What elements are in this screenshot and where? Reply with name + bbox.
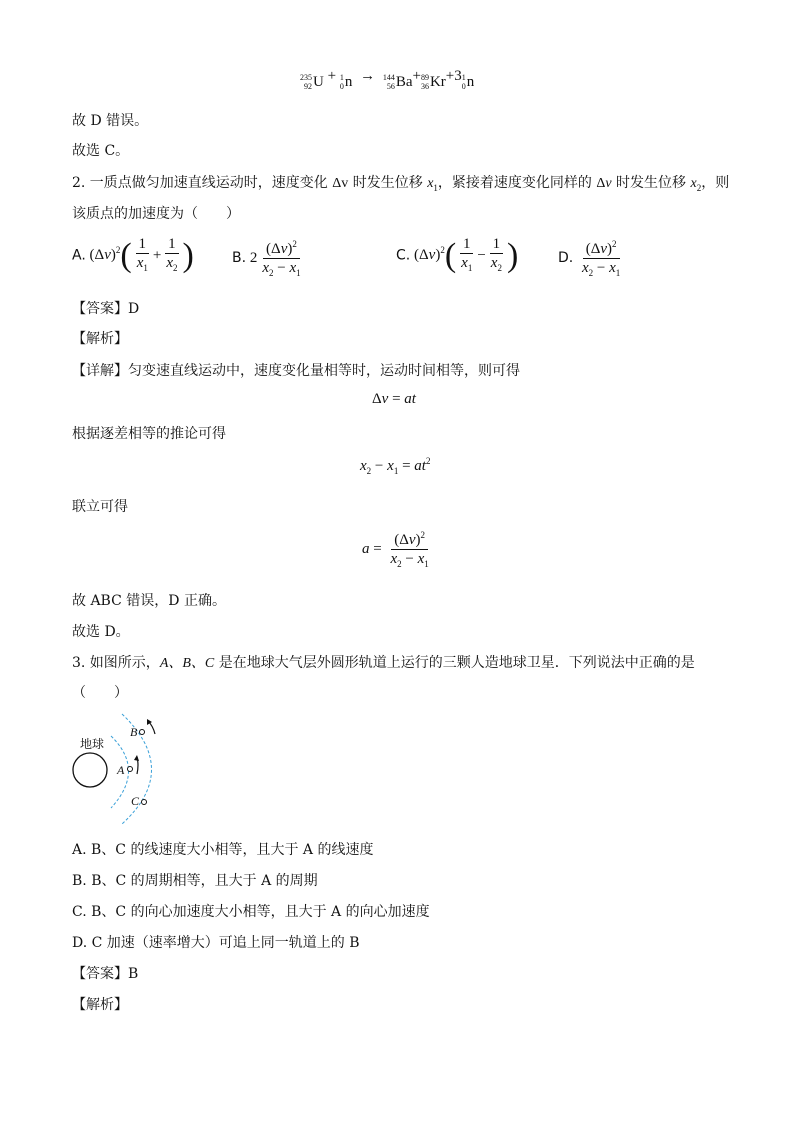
q3-option-d[interactable]: D. C 加速（速率增大）可追上同一轨道上的 B	[72, 935, 360, 951]
q3-option-c[interactable]: C. B、C 的向心加速度大小相等，且大于 A 的向心加速度	[72, 904, 430, 920]
q2-detail: 【详解】匀变速直线运动中，速度变化量相等时，运动时间相等，则可得	[72, 363, 520, 379]
nuclear-reaction-equation: 235 92 U + 1 0 n → 144 56 Ba + 89 36 Kr +3 1 0 n	[300, 68, 475, 91]
q2-equation-3: a = $\frac{(\Delta v)^2}{x_2 - x_1}$	[362, 527, 434, 572]
q2-equation-1: Δv = at	[372, 391, 416, 407]
q2-option-c[interactable]: C. $(\Delta v)^2$( $\frac{1}{x_1}$ − $\frac{1}{x_2}$ )	[396, 236, 519, 274]
satellite-c-label: C	[131, 794, 140, 808]
satellite-c-marker	[142, 800, 147, 805]
q2-analysis-label: 【解析】	[72, 331, 128, 347]
earth-circle	[73, 753, 107, 787]
q2-conclusion-1: 故 ABC 错误，D 正确。	[72, 593, 226, 609]
q2-text-2: 根据逐差相等的推论可得	[72, 426, 226, 442]
q3-option-b[interactable]: B. B、C 的周期相等，且大于 A 的周期	[72, 873, 318, 889]
q2-equation-2: $x_2 - x_1 = at^2$	[360, 456, 431, 476]
q1-conclusion-line1: 故 D 错误。	[72, 113, 149, 129]
satellite-b-label: B	[130, 725, 138, 739]
satellite-a-marker	[128, 767, 133, 772]
satellite-b-marker	[140, 730, 145, 735]
q2-stem-line2: 该质点的加速度为（ ）	[72, 206, 240, 222]
q2-option-d[interactable]: D. $\frac{(\Delta v)^2}{x_2 - x_1}$	[558, 236, 625, 281]
orbit-figure	[66, 708, 176, 826]
q2-stem-line1: 2. 一质点做匀加速直线运动时，速度变化 Δv 时发生位移 $x_1$，紧接着速度变化同样的 Δv 时发生位移 $x_2$，则	[72, 175, 730, 193]
earth-label: 地球	[80, 737, 105, 751]
q2-answer: 【答案】D	[72, 301, 140, 317]
q2-conclusion-2: 故选 D。	[72, 624, 130, 640]
satellite-a-label: A	[117, 763, 125, 777]
q1-conclusion-line2: 故选 C。	[72, 143, 130, 159]
q3-analysis-label: 【解析】	[72, 997, 128, 1013]
q2-option-a[interactable]: A. $(\Delta v)^2$( $\frac{1}{x_1}$ + $\frac{1}{x_2}$ )	[72, 236, 194, 274]
q2-option-b[interactable]: B. 2 $\frac{(\Delta v)^2}{x_2 - x_1}$	[232, 236, 306, 281]
q3-stem-line2: （ ）	[72, 685, 128, 701]
q3-stem-line1: 3. 如图所示，A、B、C 是在地球大气层外圆形轨道上运行的三颗人造地球卫星．下列说法中正确的是	[72, 655, 695, 671]
q3-answer: 【答案】B	[72, 966, 139, 982]
q2-text-3: 联立可得	[72, 499, 128, 515]
q3-option-a[interactable]: A. B、C 的线速度大小相等，且大于 A 的线速度	[72, 842, 374, 858]
